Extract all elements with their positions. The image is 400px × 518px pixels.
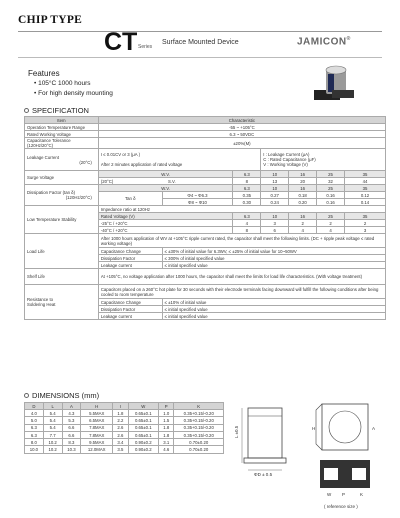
dims-cell: 6.3 bbox=[25, 424, 44, 431]
dims-cell: 10.0 bbox=[25, 446, 44, 453]
solder-value: ≤ initial specified value bbox=[162, 306, 385, 313]
df-wv: 10 bbox=[261, 185, 289, 192]
df-value: 0.35 bbox=[233, 192, 261, 199]
dims-cell: 10.2 bbox=[43, 446, 62, 453]
lowtemp-value: 4 bbox=[289, 227, 317, 234]
dims-cell: 6.6 bbox=[62, 424, 81, 431]
solder-cell bbox=[25, 285, 99, 320]
solder-value: ≤ initial specified value bbox=[162, 313, 385, 320]
loadlife-value: ≤ ±30% of initial value for 6.3WV, ≤ ±25% of initial value for 10~50WV bbox=[162, 248, 385, 255]
operating-temp-value: -55 ~ +105°C bbox=[98, 124, 385, 131]
lowtemp-value: 4 bbox=[233, 220, 261, 227]
lowtemp-value: 6 bbox=[261, 227, 289, 234]
dims-cell: 3.4 bbox=[113, 439, 128, 446]
dims-cell: 4.0 bbox=[25, 410, 44, 417]
loadlife-label: Load Life bbox=[25, 234, 99, 269]
surge-temp: (20°C) bbox=[100, 178, 114, 184]
section-bullet-icon bbox=[24, 108, 29, 113]
leakage-legend-i: I : Leakage Current (μA) bbox=[263, 152, 310, 157]
dims-cell: 12.0MAX bbox=[81, 446, 113, 453]
surge-wv: 10 bbox=[261, 171, 289, 178]
chip-type-heading: CHIP TYPE bbox=[18, 14, 83, 26]
df-wv: 35 bbox=[345, 185, 386, 192]
df-value: 0.30 bbox=[233, 199, 261, 206]
dims-head: W bbox=[128, 403, 158, 410]
capacitor-photo-icon bbox=[312, 64, 356, 102]
shelf-label: Shelf Life bbox=[25, 269, 99, 285]
lowtemp-v: 6.3 bbox=[233, 213, 261, 220]
surge-cell bbox=[25, 171, 99, 185]
surge-wv: 25 bbox=[317, 171, 345, 178]
series-subtitle: Surface Mounted Device bbox=[162, 39, 239, 46]
dims-row bbox=[25, 446, 224, 453]
dims-row bbox=[25, 424, 224, 431]
dims-cell: 0.90±0.2 bbox=[128, 446, 158, 453]
surge-sv: 44 bbox=[345, 178, 386, 185]
df-value: 0.24 bbox=[261, 199, 289, 206]
leakage-legend bbox=[261, 149, 386, 171]
surge-wv: 16 bbox=[289, 171, 317, 178]
dims-cell: 8.0 bbox=[25, 439, 44, 446]
lowtemp-value: 3 bbox=[261, 220, 289, 227]
dims-cell: 0.70±0.20 bbox=[174, 439, 224, 446]
dims-cell: 9.5MAX bbox=[81, 439, 113, 446]
dims-cell: 0.35+0.15/-0.20 bbox=[174, 410, 224, 417]
lowtemp-value: 8 bbox=[233, 227, 261, 234]
dims-cell: 5.4 bbox=[43, 424, 62, 431]
dims-row bbox=[25, 410, 224, 417]
df-label: Dissipation Factor (tan δ) bbox=[27, 190, 76, 195]
lowtemp-value: 3 bbox=[345, 227, 386, 234]
specification-table bbox=[24, 116, 386, 320]
dims-cell: 5.4 bbox=[43, 417, 62, 424]
dims-cell: 1.8 bbox=[159, 424, 174, 431]
label-h: H bbox=[312, 426, 316, 431]
surge-sv-label: (20°C) S.V. bbox=[98, 178, 233, 185]
leakage-legend-v: V : Working Voltage (V) bbox=[263, 162, 308, 167]
dims-cell: 0.65±0.1 bbox=[128, 410, 158, 417]
solder-text: Capacitors placed on a 260°C hot plate for 30 seconds with their electrode terminals facing downward will fulfill the following conditions after being cooled to room temperature bbox=[98, 285, 385, 299]
dims-cell: 5.4 bbox=[43, 410, 62, 417]
leakage-after: After 2 minutes application of rated voltage bbox=[98, 160, 260, 171]
df-size: Φ8 ~ Φ10 bbox=[162, 199, 233, 206]
loadlife-key: Leakage current bbox=[98, 262, 162, 269]
solder-key: Leakage current bbox=[98, 313, 162, 320]
leakage-formula: I ≤ 0.01CV or 3 (μA ) bbox=[98, 149, 260, 160]
specification-title: SPECIFICATION bbox=[24, 106, 89, 115]
dims-head: H bbox=[81, 403, 113, 410]
dims-header-row bbox=[25, 403, 224, 410]
dims-row bbox=[25, 439, 224, 446]
df-wv: 25 bbox=[317, 185, 345, 192]
lowtemp-value: 2 bbox=[317, 220, 345, 227]
lowtemp-value: 2 bbox=[289, 220, 317, 227]
dims-cell: 2.2 bbox=[113, 417, 128, 424]
dims-cell: 6.5MAX bbox=[81, 417, 113, 424]
lowtemp-value: 2 bbox=[345, 220, 386, 227]
leakage-legend-c: C : Rated Capacitance (μF) bbox=[263, 157, 316, 162]
surge-wv: 35 bbox=[345, 171, 386, 178]
dims-cell: 1.5 bbox=[159, 417, 174, 424]
feature-item: • 105°C 1000 hours bbox=[34, 80, 91, 87]
loadlife-value: ≤ initial specified value bbox=[162, 262, 385, 269]
dims-cell: 0.90±0.2 bbox=[128, 439, 158, 446]
dims-cell: 0.65±0.1 bbox=[128, 417, 158, 424]
dims-cell: 1.8 bbox=[113, 410, 128, 417]
df-value: 0.14 bbox=[345, 199, 386, 206]
dimension-diagram bbox=[234, 400, 386, 512]
lowtemp-value: 4 bbox=[317, 227, 345, 234]
dims-cell: 0.70±0.20 bbox=[174, 446, 224, 453]
dims-cell: 1.8 bbox=[159, 431, 174, 438]
label-w: W bbox=[327, 492, 332, 497]
df-size: Φ4 ~ Φ6.3 bbox=[162, 192, 233, 199]
lowtemp-v: 35 bbox=[345, 213, 386, 220]
df-value: 0.16 bbox=[317, 192, 345, 199]
dims-head: K bbox=[174, 403, 224, 410]
df-wv: 6.3 bbox=[233, 185, 261, 192]
dims-cell: 2.6 bbox=[113, 424, 128, 431]
dims-cell: 7.8MAX bbox=[81, 431, 113, 438]
dims-cell: 5.3 bbox=[62, 417, 81, 424]
surge-sv: 32 bbox=[317, 178, 345, 185]
df-value: 0.16 bbox=[317, 199, 345, 206]
cap-tolerance-label: Capacitance Tolerance (120Hz/20°C) bbox=[25, 138, 99, 149]
feature-item: • For high density mounting bbox=[34, 90, 113, 97]
leakage-temp: (20°C) bbox=[79, 159, 92, 165]
dims-head: I bbox=[113, 403, 128, 410]
dimensions-title: DIMENSIONS (mm) bbox=[24, 391, 99, 400]
lowtemp-row-label: -25°C / +20°C bbox=[98, 220, 233, 227]
solder-label-2: Soldering Heat bbox=[27, 302, 56, 307]
dims-cell: 5.5MAX bbox=[81, 410, 113, 417]
header-bottom-divider bbox=[18, 57, 382, 58]
df-temp: (120Hz/20°C) bbox=[65, 195, 92, 200]
rated-voltage-value: 6.3 ~ 50VDC bbox=[98, 131, 385, 138]
jamicon-logo: JAMICON® bbox=[297, 36, 351, 48]
series-code: CT bbox=[104, 28, 138, 56]
header-divider bbox=[18, 31, 382, 32]
dims-cell: 7.7 bbox=[43, 431, 62, 438]
label-a: A bbox=[372, 426, 376, 431]
rated-voltage-label: Rated Working Voltage bbox=[25, 131, 99, 138]
df-wv-label: W.V. bbox=[98, 185, 233, 192]
impedance-note: Impedance ratio at 120Hz bbox=[98, 206, 385, 213]
dims-cell: 4.3 bbox=[62, 410, 81, 417]
dims-cell: 0.35+0.15/-0.20 bbox=[174, 424, 224, 431]
dims-cell: 10.3 bbox=[62, 446, 81, 453]
head-characteristic: Characteristic bbox=[98, 117, 385, 124]
dims-head: A bbox=[62, 403, 81, 410]
lowtemp-v: 25 bbox=[317, 213, 345, 220]
dims-head: D bbox=[25, 403, 44, 410]
dims-cell: 0.65±0.1 bbox=[128, 424, 158, 431]
head-item: Item bbox=[25, 117, 99, 124]
shelf-text: At +105°C, no voltage application after 1000 hours, the capacitor shall meet the limits for load life characteristics. (With voltage treatment) bbox=[98, 269, 385, 285]
label-l: L ±0.5 bbox=[234, 425, 239, 438]
dims-cell: 0.35+0.15/-0.20 bbox=[174, 417, 224, 424]
dims-head: L bbox=[43, 403, 62, 410]
rated-v-label: Rated Voltage (V) bbox=[98, 213, 233, 220]
surge-sv: 20 bbox=[289, 178, 317, 185]
dims-cell: 3.5 bbox=[113, 446, 128, 453]
dims-cell: 4.6 bbox=[159, 446, 174, 453]
features-title: Features bbox=[28, 69, 60, 78]
dims-cell: 6.6 bbox=[62, 431, 81, 438]
dims-cell: 8.3 bbox=[62, 439, 81, 446]
dims-head: P bbox=[159, 403, 174, 410]
dims-row bbox=[25, 431, 224, 438]
dims-cell: 6.3 bbox=[25, 431, 44, 438]
spec-header-row bbox=[25, 117, 386, 124]
solder-label-1: Resistance to bbox=[27, 297, 54, 302]
label-d: ΦD ± 0.5 bbox=[254, 472, 273, 477]
label-p: P bbox=[342, 492, 346, 497]
dims-cell: 2.6 bbox=[113, 431, 128, 438]
loadlife-key: Dissipation Factor bbox=[98, 255, 162, 262]
df-value: 0.20 bbox=[289, 199, 317, 206]
df-value: 0.12 bbox=[345, 192, 386, 199]
surge-wv-label: W.V. bbox=[98, 171, 233, 178]
loadlife-value: ≤ 300% of initial specified value bbox=[162, 255, 385, 262]
label-k: K bbox=[360, 492, 364, 497]
df-value: 0.27 bbox=[261, 192, 289, 199]
leakage-label: Leakage Current bbox=[27, 154, 60, 160]
leakage-cell bbox=[25, 149, 99, 171]
df-value: 0.18 bbox=[289, 192, 317, 199]
df-wv: 16 bbox=[289, 185, 317, 192]
dims-cell: 7.8MAX bbox=[81, 424, 113, 431]
loadlife-text: After 1000 hours application of WV at +105°C ripple current rated, the capacitor shall meet the following limits. (DC + ripple peak voltage ≤ rated working voltage) bbox=[98, 234, 385, 248]
loadlife-key: Capacitance Change bbox=[98, 248, 162, 255]
cap-tolerance-value: ±20%(M) bbox=[98, 138, 385, 149]
lowtemp-label: Low Temperature Stability bbox=[25, 206, 99, 234]
dimensions-table bbox=[24, 402, 224, 454]
diagram-caption: ( reference size ) bbox=[324, 504, 358, 509]
lowtemp-row-label: -40°C / +20°C bbox=[98, 227, 233, 234]
df-cell bbox=[25, 185, 99, 206]
surge-sv: 13 bbox=[261, 178, 289, 185]
solder-value: ≤ ±10% of initial value bbox=[162, 299, 385, 306]
dims-cell: 0.65±0.1 bbox=[128, 431, 158, 438]
surge-label: Surge Voltage bbox=[27, 175, 54, 180]
dims-cell: 0.35+0.15/-0.20 bbox=[174, 431, 224, 438]
lowtemp-v: 10 bbox=[261, 213, 289, 220]
dims-cell: 5.0 bbox=[25, 417, 44, 424]
dims-cell: 3.1 bbox=[159, 439, 174, 446]
solder-key: Dissipation Factor bbox=[98, 306, 162, 313]
series-word: Series bbox=[138, 44, 153, 50]
dims-row bbox=[25, 417, 224, 424]
dims-body bbox=[25, 410, 224, 454]
solder-key: Capacitance Change bbox=[98, 299, 162, 306]
dims-cell: 10.2 bbox=[43, 439, 62, 446]
operating-temp-label: Operation Temperature Range bbox=[25, 124, 99, 131]
tan-label: Tan δ bbox=[98, 192, 162, 206]
section-bullet-icon bbox=[24, 393, 29, 398]
surge-sv: 8 bbox=[233, 178, 261, 185]
lowtemp-v: 16 bbox=[289, 213, 317, 220]
dims-cell: 1.0 bbox=[159, 410, 174, 417]
surge-wv: 6.3 bbox=[233, 171, 261, 178]
